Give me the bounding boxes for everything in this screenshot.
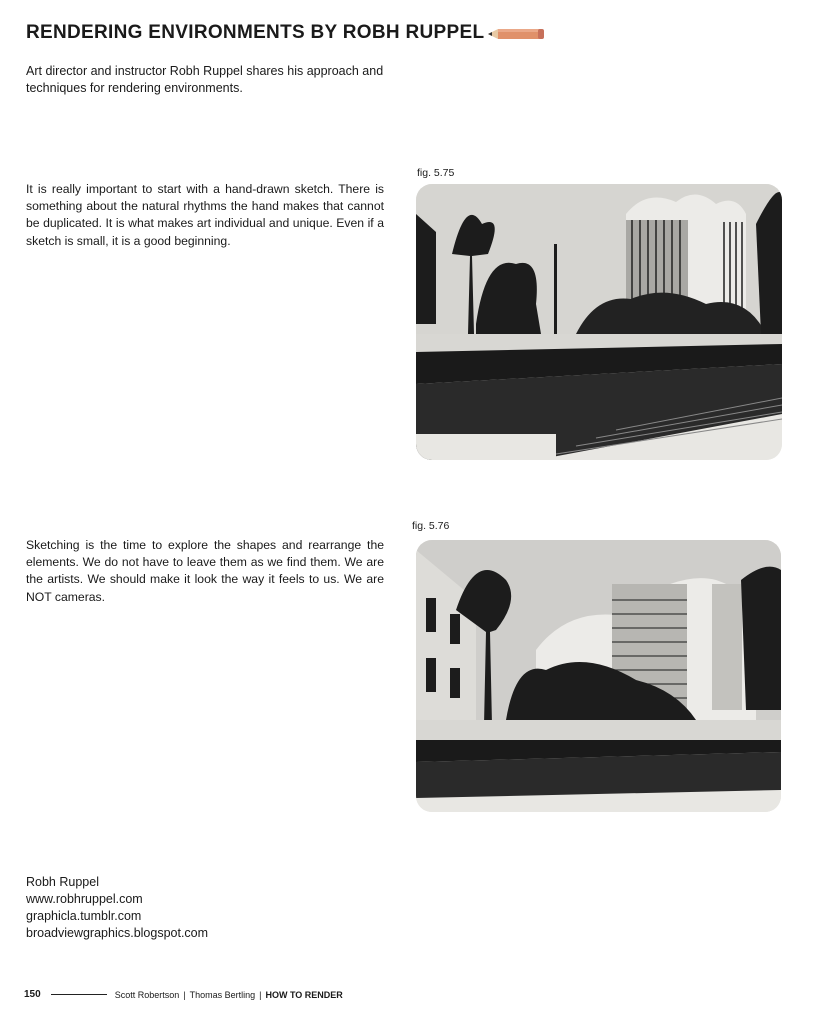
figure-1-sketch	[416, 184, 782, 460]
credits-link[interactable]: graphicla.tumblr.com	[26, 909, 142, 923]
footer-author-1: Scott Robertson	[114, 989, 180, 1000]
footer-book-title: HOW TO RENDER	[265, 989, 343, 1000]
credits-link[interactable]: broadviewgraphics.blogspot.com	[26, 926, 209, 940]
footer-separator: |	[259, 989, 262, 1000]
page-title: RENDERING ENVIRONMENTS BY ROBH RUPPEL	[26, 22, 485, 43]
pencil-icon	[488, 26, 546, 42]
figure-1-label: fig. 5.75	[417, 167, 455, 179]
footer-author-2: Thomas Bertling	[189, 989, 256, 1000]
credits	[26, 874, 208, 942]
credits-link[interactable]: www.robhruppel.com	[26, 892, 143, 906]
footer-separator: |	[183, 989, 186, 1000]
credits-name: Robh Ruppel	[26, 875, 99, 889]
footer-rule	[51, 994, 107, 995]
figure-2-label: fig. 5.76	[412, 520, 450, 532]
section-1-text: It is really important to start with a hand-drawn sketch. There is something about the natural rhythms the hand makes that cannot be duplicated. It is what makes art individual and unique. Even if a sketch is small, it is a good beginning.	[26, 182, 384, 248]
intro-text: Art director and instructor Robh Ruppel shares his approach and techniques for rendering environments.	[26, 64, 384, 95]
figure-2-sketch	[416, 540, 781, 812]
page-number: 150	[24, 989, 41, 1000]
section-2-text: Sketching is the time to explore the shapes and rearrange the elements. We do not have to leave them as we find them. We are the artists. We should make it look the way it feels to us. We are NOT cameras.	[26, 538, 384, 604]
page-footer	[24, 989, 343, 1000]
